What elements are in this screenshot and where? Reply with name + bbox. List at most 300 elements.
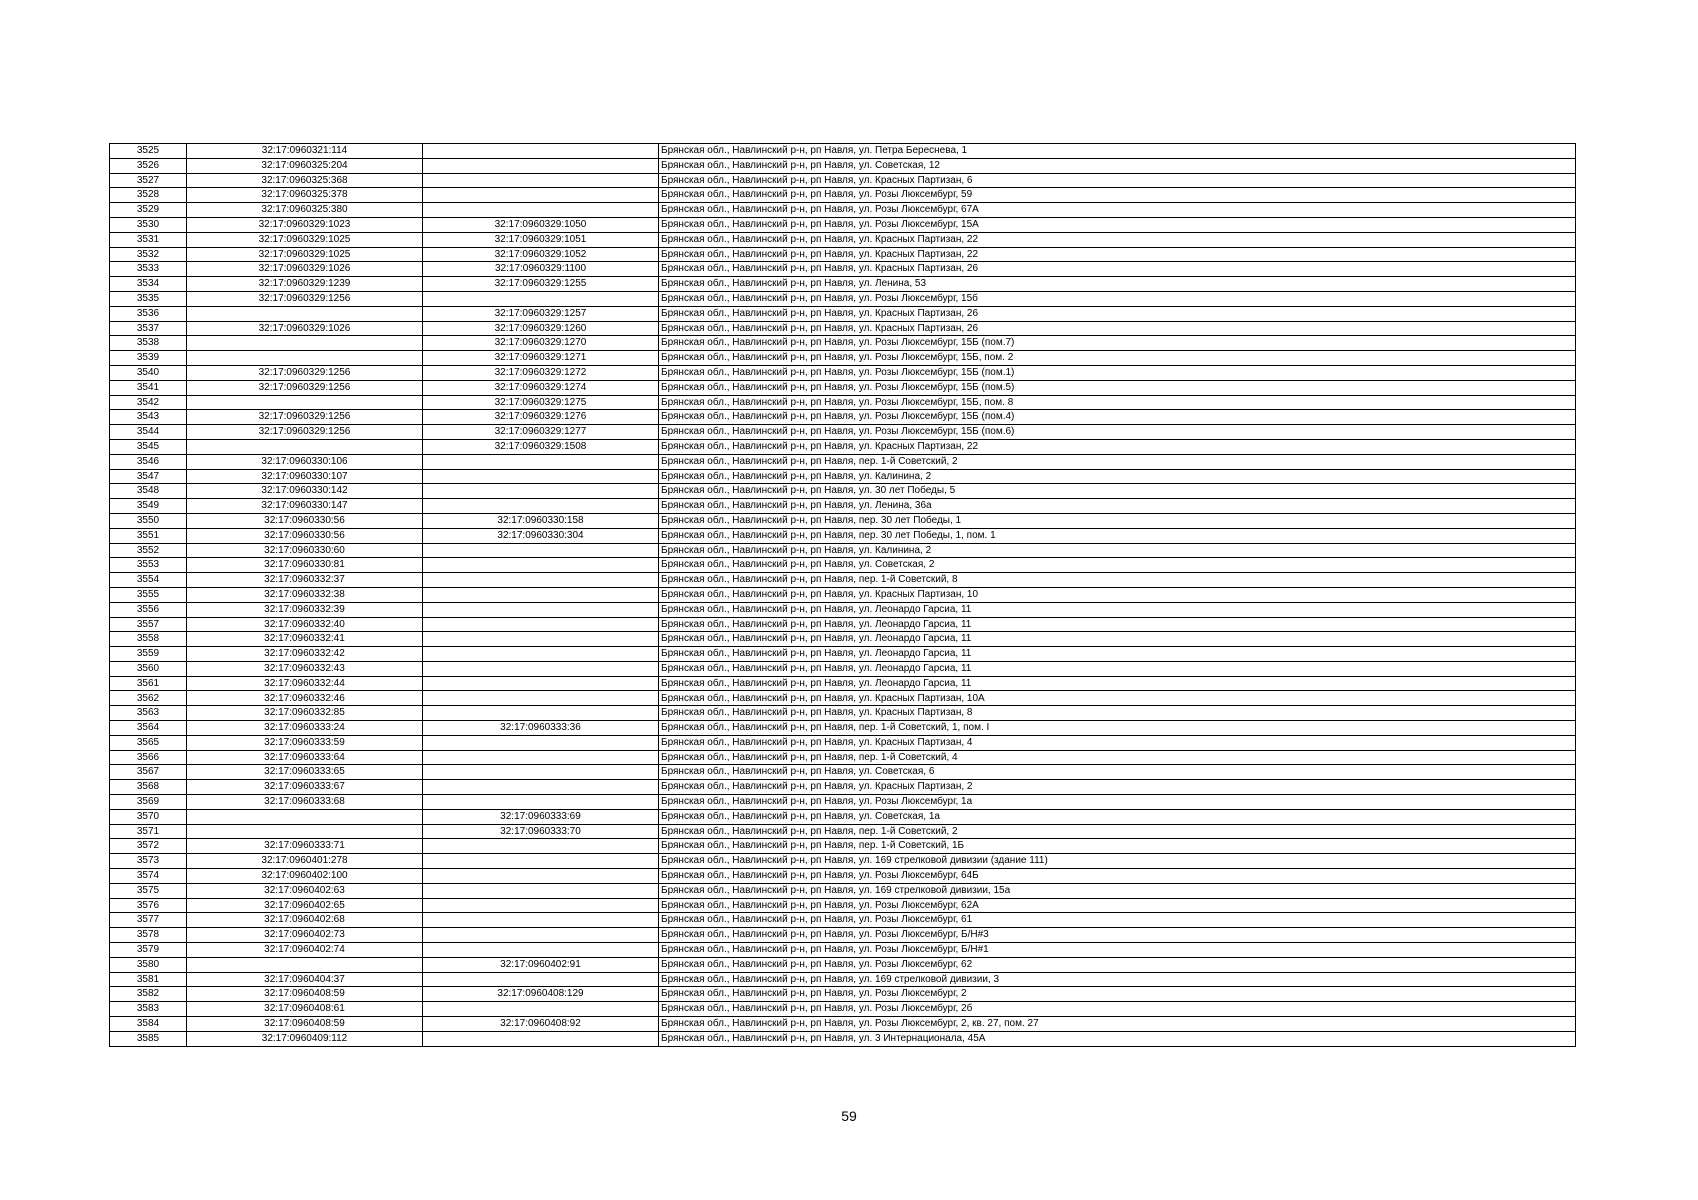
address-cell: Брянская обл., Навлинский р-н, рп Навля, пер. 1-й Советский, 1, пом. I [659,721,1576,736]
table-row [110,957,1576,972]
related-cadastral-number-cell [423,780,659,795]
cadastral-number-cell: 32:17:0960330:56 [187,513,423,528]
related-cadastral-number-cell [423,158,659,173]
address-cell: Брянская обл., Навлинский р-н, рп Навля, пер. 30 лет Победы, 1 [659,513,1576,528]
related-cadastral-number-cell [423,291,659,306]
related-cadastral-number-cell: 32:17:0960408:129 [423,987,659,1002]
related-cadastral-number-cell: 32:17:0960329:1255 [423,277,659,292]
table-row [110,425,1576,440]
table-row [110,158,1576,173]
row-number-cell: 3571 [110,824,187,839]
row-number-cell: 3544 [110,425,187,440]
table-row [110,795,1576,810]
table-row [110,602,1576,617]
address-cell: Брянская обл., Навлинский р-н, рп Навля, ул. 169 стрелковой дивизии, 15а [659,883,1576,898]
address-cell: Брянская обл., Навлинский р-н, рп Навля, пер. 1-й Советский, 2 [659,454,1576,469]
table-row [110,928,1576,943]
cadastral-number-cell: 32:17:0960408:59 [187,987,423,1002]
related-cadastral-number-cell [423,735,659,750]
address-cell: Брянская обл., Навлинский р-н, рп Навля, ул. Розы Люксембург, 67А [659,203,1576,218]
cadastral-number-cell: 32:17:0960329:1256 [187,410,423,425]
related-cadastral-number-cell [423,617,659,632]
table-row [110,750,1576,765]
cadastral-number-cell: 32:17:0960332:41 [187,632,423,647]
address-cell: Брянская обл., Навлинский р-н, рп Навля, ул. Розы Люксембург, 15А [659,217,1576,232]
cadastral-number-cell [187,336,423,351]
cadastral-number-cell: 32:17:0960402:63 [187,883,423,898]
table-row [110,528,1576,543]
address-cell: Брянская обл., Навлинский р-н, рп Навля, ул. Розы Люксембург, 15б [659,291,1576,306]
cadastral-number-cell: 32:17:0960332:37 [187,573,423,588]
address-cell: Брянская обл., Навлинский р-н, рп Навля, ул. Советская, 2 [659,558,1576,573]
address-cell: Брянская обл., Навлинский р-н, рп Навля, ул. Красных Партизан, 22 [659,247,1576,262]
address-cell: Брянская обл., Навлинский р-н, рп Навля, ул. Розы Люксембург, 15Б (пом.7) [659,336,1576,351]
related-cadastral-number-cell: 32:17:0960329:1100 [423,262,659,277]
address-cell: Брянская обл., Навлинский р-н, рп Навля, ул. Леонардо Гарсиа, 11 [659,676,1576,691]
related-cadastral-number-cell [423,499,659,514]
address-cell: Брянская обл., Навлинский р-н, рп Навля, ул. Красных Партизан, 8 [659,706,1576,721]
address-cell: Брянская обл., Навлинский р-н, рп Навля, ул. 3 Интернационала, 45А [659,1031,1576,1046]
table-row [110,336,1576,351]
table-row [110,454,1576,469]
cadastral-number-cell: 32:17:0960332:43 [187,661,423,676]
address-cell: Брянская обл., Навлинский р-н, рп Навля, ул. Леонардо Гарсиа, 11 [659,632,1576,647]
row-number-cell: 3525 [110,144,187,159]
related-cadastral-number-cell [423,943,659,958]
address-cell: Брянская обл., Навлинский р-н, рп Навля, ул. Ленина, 36а [659,499,1576,514]
table-row [110,780,1576,795]
cadastral-number-cell: 32:17:0960329:1025 [187,247,423,262]
related-cadastral-number-cell [423,661,659,676]
row-number-cell: 3585 [110,1031,187,1046]
related-cadastral-number-cell [423,469,659,484]
table-row [110,395,1576,410]
table-row [110,691,1576,706]
related-cadastral-number-cell [423,647,659,662]
table-row [110,410,1576,425]
row-number-cell: 3532 [110,247,187,262]
cadastral-number-cell: 32:17:0960329:1256 [187,291,423,306]
row-number-cell: 3561 [110,676,187,691]
address-cell: Брянская обл., Навлинский р-н, рп Навля, пер. 1-й Советский, 1Б [659,839,1576,854]
row-number-cell: 3578 [110,928,187,943]
related-cadastral-number-cell: 32:17:0960329:1277 [423,425,659,440]
address-cell: Брянская обл., Навлинский р-н, рп Навля, ул. Леонардо Гарсиа, 11 [659,661,1576,676]
table-row [110,573,1576,588]
related-cadastral-number-cell [423,839,659,854]
related-cadastral-number-cell: 32:17:0960329:1050 [423,217,659,232]
related-cadastral-number-cell: 32:17:0960408:92 [423,1017,659,1032]
address-cell: Брянская обл., Навлинский р-н, рп Навля, пер. 1-й Советский, 8 [659,573,1576,588]
row-number-cell: 3580 [110,957,187,972]
row-number-cell: 3558 [110,632,187,647]
related-cadastral-number-cell: 32:17:0960402:91 [423,957,659,972]
cadastral-number-cell: 32:17:0960333:64 [187,750,423,765]
cadastral-number-cell: 32:17:0960333:67 [187,780,423,795]
table-row [110,765,1576,780]
related-cadastral-number-cell: 32:17:0960329:1260 [423,321,659,336]
address-cell: Брянская обл., Навлинский р-н, рп Навля, ул. Красных Партизан, 2 [659,780,1576,795]
address-cell: Брянская обл., Навлинский р-н, рп Навля, ул. Красных Партизан, 4 [659,735,1576,750]
address-cell: Брянская обл., Навлинский р-н, рп Навля, ул. Красных Партизан, 10 [659,587,1576,602]
row-number-cell: 3539 [110,351,187,366]
table-row [110,277,1576,292]
related-cadastral-number-cell [423,173,659,188]
related-cadastral-number-cell [423,602,659,617]
related-cadastral-number-cell [423,454,659,469]
related-cadastral-number-cell [423,543,659,558]
address-cell: Брянская обл., Навлинский р-н, рп Навля, ул. Розы Люксембург, 2 [659,987,1576,1002]
table-row [110,188,1576,203]
table-row [110,1031,1576,1046]
cadastral-number-cell: 32:17:0960332:85 [187,706,423,721]
cadastral-number-cell: 32:17:0960402:65 [187,898,423,913]
cadastral-number-cell: 32:17:0960329:1025 [187,232,423,247]
cadastral-number-cell: 32:17:0960333:65 [187,765,423,780]
row-number-cell: 3551 [110,528,187,543]
row-number-cell: 3546 [110,454,187,469]
related-cadastral-number-cell: 32:17:0960329:1508 [423,439,659,454]
cadastral-number-cell: 32:17:0960402:100 [187,869,423,884]
related-cadastral-number-cell [423,972,659,987]
row-number-cell: 3549 [110,499,187,514]
cadastral-number-cell: 32:17:0960333:59 [187,735,423,750]
table-row [110,706,1576,721]
table-row [110,721,1576,736]
row-number-cell: 3540 [110,365,187,380]
cadastral-number-cell: 32:17:0960329:1023 [187,217,423,232]
row-number-cell: 3554 [110,573,187,588]
cadastral-number-cell [187,395,423,410]
table-row [110,365,1576,380]
row-number-cell: 3559 [110,647,187,662]
row-number-cell: 3564 [110,721,187,736]
table-row [110,484,1576,499]
address-cell: Брянская обл., Навлинский р-н, рп Навля, ул. Красных Партизан, 26 [659,262,1576,277]
cadastral-number-cell: 32:17:0960402:73 [187,928,423,943]
table-row [110,647,1576,662]
row-number-cell: 3565 [110,735,187,750]
row-number-cell: 3568 [110,780,187,795]
address-cell: Брянская обл., Навлинский р-н, рп Навля, ул. Петра Береснева, 1 [659,144,1576,159]
row-number-cell: 3531 [110,232,187,247]
related-cadastral-number-cell: 32:17:0960333:36 [423,721,659,736]
table-row [110,232,1576,247]
cadastral-number-cell: 32:17:0960325:204 [187,158,423,173]
table-row [110,661,1576,676]
table-body [110,144,1576,1047]
table-row [110,839,1576,854]
row-number-cell: 3582 [110,987,187,1002]
table-row [110,587,1576,602]
table-row [110,854,1576,869]
table-row [110,632,1576,647]
row-number-cell: 3547 [110,469,187,484]
related-cadastral-number-cell: 32:17:0960333:69 [423,809,659,824]
cadastral-number-cell: 32:17:0960408:59 [187,1017,423,1032]
registry-table [109,143,1576,1047]
row-number-cell: 3563 [110,706,187,721]
row-number-cell: 3543 [110,410,187,425]
address-cell: Брянская обл., Навлинский р-н, рп Навля, ул. Леонардо Гарсиа, 11 [659,602,1576,617]
related-cadastral-number-cell [423,854,659,869]
address-cell: Брянская обл., Навлинский р-н, рп Навля, ул. Розы Люксембург, 61 [659,913,1576,928]
related-cadastral-number-cell: 32:17:0960333:70 [423,824,659,839]
row-number-cell: 3530 [110,217,187,232]
table-row [110,203,1576,218]
table-row [110,558,1576,573]
address-cell: Брянская обл., Навлинский р-н, рп Навля, ул. Розы Люксембург, 15Б (пом.1) [659,365,1576,380]
address-cell: Брянская обл., Навлинский р-н, рп Навля, ул. Розы Люксембург, 15Б, пом. 2 [659,351,1576,366]
cadastral-number-cell: 32:17:0960409:112 [187,1031,423,1046]
row-number-cell: 3534 [110,277,187,292]
cadastral-number-cell [187,439,423,454]
cadastral-number-cell: 32:17:0960332:39 [187,602,423,617]
row-number-cell: 3533 [110,262,187,277]
related-cadastral-number-cell [423,1031,659,1046]
cadastral-number-cell: 32:17:0960330:106 [187,454,423,469]
row-number-cell: 3574 [110,869,187,884]
cadastral-number-cell: 32:17:0960402:74 [187,943,423,958]
address-cell: Брянская обл., Навлинский р-н, рп Навля, ул. Розы Люксембург, 2б [659,1002,1576,1017]
row-number-cell: 3536 [110,306,187,321]
related-cadastral-number-cell [423,898,659,913]
related-cadastral-number-cell: 32:17:0960329:1276 [423,410,659,425]
related-cadastral-number-cell: 32:17:0960330:158 [423,513,659,528]
row-number-cell: 3573 [110,854,187,869]
related-cadastral-number-cell [423,706,659,721]
table-row [110,439,1576,454]
address-cell: Брянская обл., Навлинский р-н, рп Навля, ул. Советская, 1а [659,809,1576,824]
cadastral-number-cell: 32:17:0960408:61 [187,1002,423,1017]
table-row [110,824,1576,839]
related-cadastral-number-cell: 32:17:0960329:1274 [423,380,659,395]
cadastral-number-cell: 32:17:0960321:114 [187,144,423,159]
cadastral-number-cell: 32:17:0960333:71 [187,839,423,854]
address-cell: Брянская обл., Навлинский р-н, рп Навля, ул. Розы Люксембург, 1а [659,795,1576,810]
cadastral-number-cell [187,824,423,839]
related-cadastral-number-cell [423,913,659,928]
cadastral-number-cell [187,306,423,321]
related-cadastral-number-cell [423,691,659,706]
table-row [110,306,1576,321]
address-cell: Брянская обл., Навлинский р-н, рп Навля, ул. Розы Люксембург, 64Б [659,869,1576,884]
cadastral-number-cell: 32:17:0960330:60 [187,543,423,558]
address-cell: Брянская обл., Навлинский р-н, рп Навля, пер. 30 лет Победы, 1, пом. 1 [659,528,1576,543]
cadastral-number-cell: 32:17:0960332:42 [187,647,423,662]
related-cadastral-number-cell: 32:17:0960329:1270 [423,336,659,351]
table-row [110,543,1576,558]
table-row [110,913,1576,928]
address-cell: Брянская обл., Навлинский р-н, рп Навля, ул. Советская, 6 [659,765,1576,780]
address-cell: Брянская обл., Навлинский р-н, рп Навля, ул. Розы Люксембург, 2, кв. 27, пом. 27 [659,1017,1576,1032]
related-cadastral-number-cell: 32:17:0960329:1052 [423,247,659,262]
row-number-cell: 3556 [110,602,187,617]
address-cell: Брянская обл., Навлинский р-н, рп Навля, ул. Калинина, 2 [659,469,1576,484]
table-row [110,676,1576,691]
cadastral-number-cell: 32:17:0960401:278 [187,854,423,869]
address-cell: Брянская обл., Навлинский р-н, рп Навля, ул. Розы Люксембург, 59 [659,188,1576,203]
page-number: 59 [841,1108,857,1124]
cadastral-number-cell [187,957,423,972]
table-row [110,217,1576,232]
related-cadastral-number-cell [423,558,659,573]
related-cadastral-number-cell [423,676,659,691]
row-number-cell: 3548 [110,484,187,499]
cadastral-number-cell: 32:17:0960402:68 [187,913,423,928]
related-cadastral-number-cell [423,928,659,943]
table-row [110,1002,1576,1017]
row-number-cell: 3541 [110,380,187,395]
cadastral-number-cell: 32:17:0960404:37 [187,972,423,987]
cadastral-number-cell: 32:17:0960325:378 [187,188,423,203]
row-number-cell: 3527 [110,173,187,188]
cadastral-number-cell: 32:17:0960329:1026 [187,321,423,336]
address-cell: Брянская обл., Навлинский р-н, рп Навля, пер. 1-й Советский, 4 [659,750,1576,765]
related-cadastral-number-cell [423,1002,659,1017]
cadastral-number-cell: 32:17:0960330:56 [187,528,423,543]
row-number-cell: 3576 [110,898,187,913]
row-number-cell: 3579 [110,943,187,958]
related-cadastral-number-cell [423,750,659,765]
row-number-cell: 3542 [110,395,187,410]
table-row [110,869,1576,884]
address-cell: Брянская обл., Навлинский р-н, рп Навля, пер. 1-й Советский, 2 [659,824,1576,839]
address-cell: Брянская обл., Навлинский р-н, рп Навля, ул. Розы Люксембург, 15Б (пом.5) [659,380,1576,395]
row-number-cell: 3550 [110,513,187,528]
address-cell: Брянская обл., Навлинский р-н, рп Навля, ул. Розы Люксембург, 62А [659,898,1576,913]
address-cell: Брянская обл., Навлинский р-н, рп Навля, ул. Розы Люксембург, 15Б, пом. 8 [659,395,1576,410]
address-cell: Брянская обл., Навлинский р-н, рп Навля, ул. Красных Партизан, 26 [659,321,1576,336]
table-row [110,380,1576,395]
row-number-cell: 3570 [110,809,187,824]
table-row [110,144,1576,159]
related-cadastral-number-cell [423,587,659,602]
related-cadastral-number-cell: 32:17:0960329:1272 [423,365,659,380]
address-cell: Брянская обл., Навлинский р-н, рп Навля, ул. Красных Партизан, 26 [659,306,1576,321]
table-row [110,987,1576,1002]
address-cell: Брянская обл., Навлинский р-н, рп Навля, ул. Леонардо Гарсиа, 11 [659,647,1576,662]
address-cell: Брянская обл., Навлинский р-н, рп Навля, ул. Розы Люксембург, 15Б (пом.6) [659,425,1576,440]
row-number-cell: 3538 [110,336,187,351]
cadastral-number-cell: 32:17:0960329:1026 [187,262,423,277]
address-cell: Брянская обл., Навлинский р-н, рп Навля, ул. Леонардо Гарсиа, 11 [659,617,1576,632]
address-cell: Брянская обл., Навлинский р-н, рп Навля, ул. Розы Люксембург, Б/Н#3 [659,928,1576,943]
address-cell: Брянская обл., Навлинский р-н, рп Навля, ул. 169 стрелковой дивизии (здание 111) [659,854,1576,869]
row-number-cell: 3583 [110,1002,187,1017]
cadastral-number-cell: 32:17:0960329:1256 [187,425,423,440]
cadastral-number-cell: 32:17:0960332:46 [187,691,423,706]
row-number-cell: 3567 [110,765,187,780]
related-cadastral-number-cell [423,632,659,647]
related-cadastral-number-cell [423,144,659,159]
row-number-cell: 3575 [110,883,187,898]
cadastral-number-cell: 32:17:0960330:81 [187,558,423,573]
address-cell: Брянская обл., Навлинский р-н, рп Навля, ул. Розы Люксембург, 62 [659,957,1576,972]
table-row [110,1017,1576,1032]
cadastral-number-cell: 32:17:0960329:1239 [187,277,423,292]
row-number-cell: 3557 [110,617,187,632]
row-number-cell: 3555 [110,587,187,602]
table-row [110,469,1576,484]
address-cell: Брянская обл., Навлинский р-н, рп Навля, ул. Красных Партизан, 22 [659,232,1576,247]
row-number-cell: 3528 [110,188,187,203]
row-number-cell: 3553 [110,558,187,573]
address-cell: Брянская обл., Навлинский р-н, рп Навля, ул. Красных Партизан, 22 [659,439,1576,454]
related-cadastral-number-cell: 32:17:0960330:304 [423,528,659,543]
table-row [110,883,1576,898]
cadastral-number-cell [187,351,423,366]
cadastral-number-cell: 32:17:0960330:147 [187,499,423,514]
table-row [110,809,1576,824]
address-cell: Брянская обл., Навлинский р-н, рп Навля, ул. Красных Партизан, 10А [659,691,1576,706]
related-cadastral-number-cell: 32:17:0960329:1271 [423,351,659,366]
related-cadastral-number-cell: 32:17:0960329:1257 [423,306,659,321]
address-cell: Брянская обл., Навлинский р-н, рп Навля, ул. Красных Партизан, 6 [659,173,1576,188]
cadastral-number-cell: 32:17:0960329:1256 [187,365,423,380]
table-row [110,173,1576,188]
cadastral-number-cell: 32:17:0960325:380 [187,203,423,218]
address-cell: Брянская обл., Навлинский р-н, рп Навля, ул. 169 стрелковой дивизии, 3 [659,972,1576,987]
table-row [110,351,1576,366]
row-number-cell: 3581 [110,972,187,987]
related-cadastral-number-cell [423,883,659,898]
address-cell: Брянская обл., Навлинский р-н, рп Навля, ул. Калинина, 2 [659,543,1576,558]
row-number-cell: 3535 [110,291,187,306]
table-row [110,321,1576,336]
related-cadastral-number-cell [423,484,659,499]
related-cadastral-number-cell: 32:17:0960329:1051 [423,232,659,247]
row-number-cell: 3560 [110,661,187,676]
cadastral-number-cell: 32:17:0960332:38 [187,587,423,602]
cadastral-number-cell: 32:17:0960329:1256 [187,380,423,395]
related-cadastral-number-cell [423,765,659,780]
cadastral-number-cell: 32:17:0960332:40 [187,617,423,632]
related-cadastral-number-cell [423,203,659,218]
row-number-cell: 3537 [110,321,187,336]
address-cell: Брянская обл., Навлинский р-н, рп Навля, ул. Розы Люксембург, Б/Н#1 [659,943,1576,958]
cadastral-number-cell: 32:17:0960325:368 [187,173,423,188]
row-number-cell: 3529 [110,203,187,218]
table-row [110,735,1576,750]
table-row [110,943,1576,958]
row-number-cell: 3566 [110,750,187,765]
address-cell: Брянская обл., Навлинский р-н, рп Навля, ул. 30 лет Победы, 5 [659,484,1576,499]
table-row [110,617,1576,632]
row-number-cell: 3572 [110,839,187,854]
row-number-cell: 3562 [110,691,187,706]
cadastral-number-cell: 32:17:0960332:44 [187,676,423,691]
cadastral-number-cell: 32:17:0960330:142 [187,484,423,499]
cadastral-number-cell: 32:17:0960333:24 [187,721,423,736]
table-row [110,291,1576,306]
address-cell: Брянская обл., Навлинский р-н, рп Навля, ул. Розы Люксембург, 15Б (пом.4) [659,410,1576,425]
table-row [110,972,1576,987]
address-cell: Брянская обл., Навлинский р-н, рп Навля, ул. Советская, 12 [659,158,1576,173]
table-row [110,499,1576,514]
cadastral-number-cell: 32:17:0960333:68 [187,795,423,810]
row-number-cell: 3545 [110,439,187,454]
row-number-cell: 3552 [110,543,187,558]
row-number-cell: 3569 [110,795,187,810]
row-number-cell: 3526 [110,158,187,173]
related-cadastral-number-cell [423,795,659,810]
table-row [110,898,1576,913]
table-row [110,247,1576,262]
table-row [110,262,1576,277]
related-cadastral-number-cell [423,869,659,884]
cadastral-number-cell [187,809,423,824]
